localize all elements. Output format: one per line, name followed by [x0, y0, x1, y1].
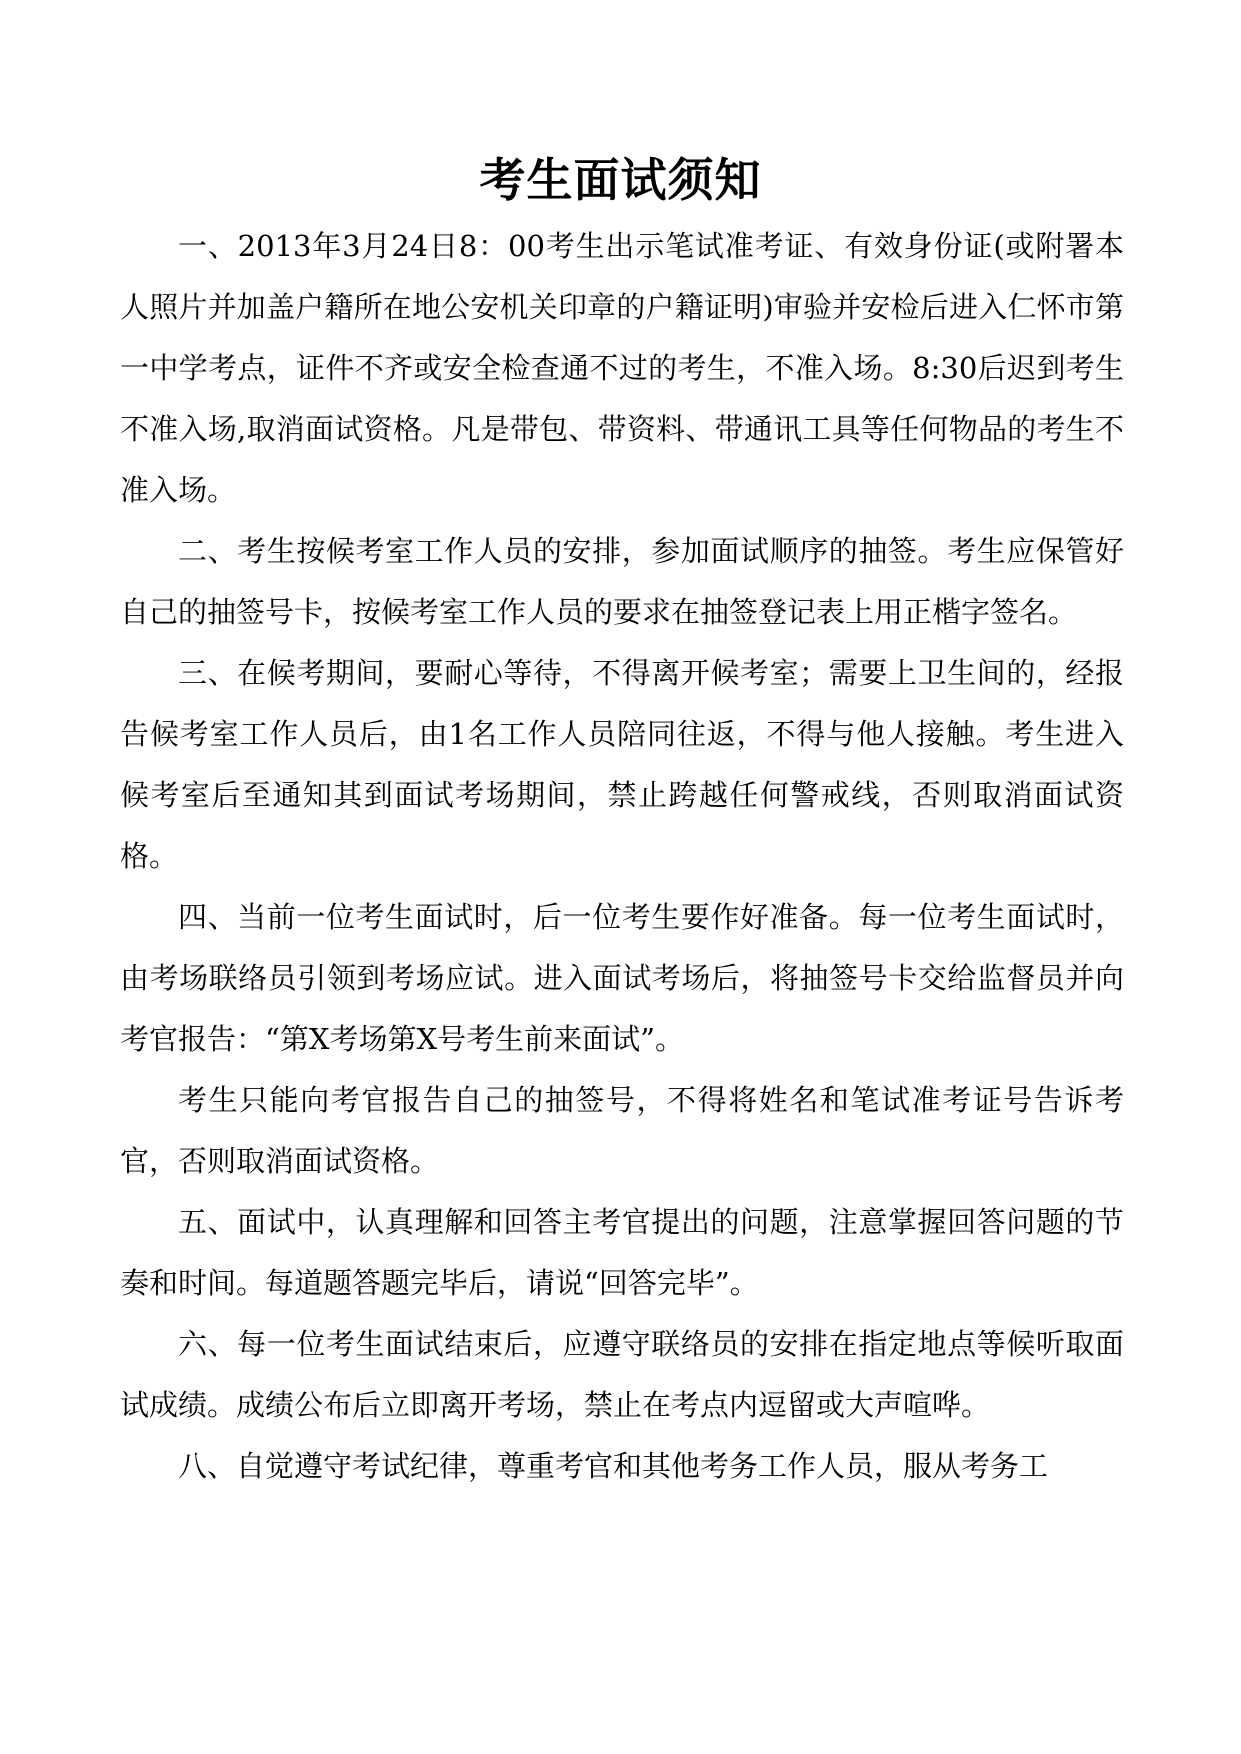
paragraph-5-report-number: 考生只能向考官报告自己的抽签号，不得将姓名和笔试准考证号告诉考官，否则取消面试资格。 — [120, 1083, 1124, 1178]
paragraph-3-waiting-room: 三、在候考期间，要耐心等待，不得离开候考室；需要上卫生间的，经报告候考室工作人员后，由1名工作人员陪同往返，不得与他人接触。考生进入候考室后至通知其到面试考场期间，禁止跨越任何警戒线，否则取消面试资格。 — [120, 656, 1124, 873]
paragraph-6-answering: 五、面试中，认真理解和回答主考官提出的问题，注意掌握回答问题的节奏和时间。每道题答题完毕后，请说“回答完毕”。 — [120, 1205, 1124, 1300]
paragraph-8-discipline: 八、自觉遵守考试纪律，尊重考官和其他考务工作人员，服从考务工 — [178, 1449, 1049, 1483]
paragraph-2-lottery: 二、考生按候考室工作人员的安排，参加面试顺序的抽签。考生应保管好自己的抽签号卡，按候考室工作人员的要求在抽签登记表上用正楷字签名。 — [120, 534, 1124, 629]
document-title: 考生面试须知 — [479, 153, 762, 207]
paragraph-1-admission: 一、2013年3月24日8：00考生出示笔试准考证、有效身份证(或附署本人照片并加盖户籍所在地公安机关印章的户籍证明)审验并安检后进入仁怀市第一中学考点，证件不齐或安全检查通不过的考生，不准入场。8:30后迟到考生不准入场,取消面试资格。凡是带包、带资料、带通讯工具等任何物品的考生不准入场。 — [120, 229, 1124, 507]
document-body — [120, 216, 1124, 1497]
paragraph-7-after-interview: 六、每一位考生面试结束后，应遵守联络员的安排在指定地点等候听取面试成绩。成绩公布后立即离开考场，禁止在考点内逗留或大声喧哗。 — [120, 1327, 1124, 1422]
paragraph-4-interview-entry: 四、当前一位考生面试时，后一位考生要作好准备。每一位考生面试时，由考场联络员引领到考场应试。进入面试考场后，将抽签号卡交给监督员并向考官报告：“第X考场第X号考生前来面试”。 — [120, 900, 1124, 1056]
